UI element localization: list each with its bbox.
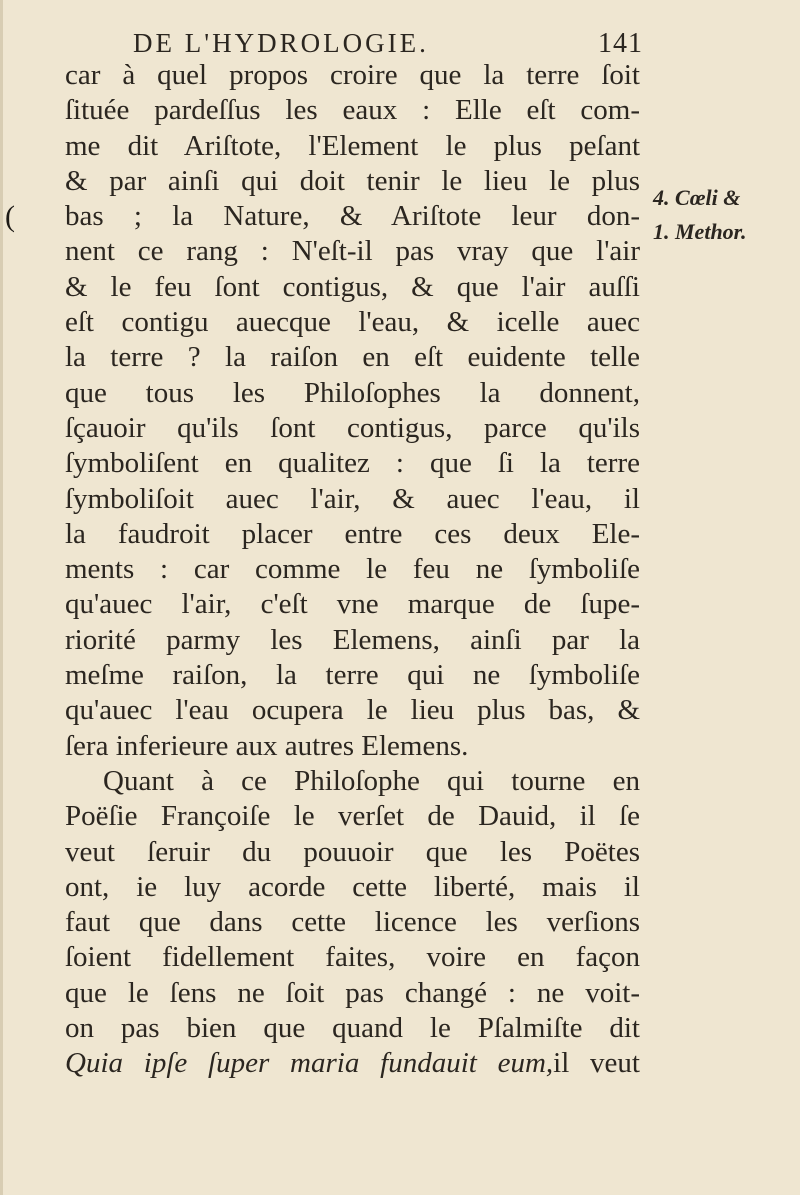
page-number: 141 xyxy=(598,28,643,59)
paragraph-start-line: Quant à ce Philoſophe qui tourne en xyxy=(103,764,640,797)
text-line: eſt contigu auecque l'eau, & icelle auec xyxy=(65,306,640,339)
margin-note-2: 1. Methor. xyxy=(653,219,747,244)
text-line: on pas bien que quand le Pſalmiſte dit xyxy=(65,1012,640,1045)
text-line: ſçauoir qu'ils ſont contigus, parce qu'ils xyxy=(65,411,640,444)
text-line: ſituée pardeſſus les eaux : Elle eſt com- xyxy=(65,94,640,127)
text-line: ments : car comme le feu ne ſymboliſe xyxy=(65,553,640,586)
text-line: qu'auec l'air, c'eſt vne marque de ſupe- xyxy=(65,588,640,621)
body-text xyxy=(65,58,640,1082)
text-line: car à quel propos croire que la terre ſoit xyxy=(65,59,640,91)
text-line: ſoient fidellement faites, voire en façon xyxy=(65,941,640,974)
text-line: nent ce rang : N'eſt-il pas vray que l'air xyxy=(65,235,640,268)
text-line: veut ſeruir du pouuoir que les Poëtes xyxy=(65,835,640,868)
text-line: & le feu ſont contigus, & que l'air auſſi xyxy=(65,270,640,303)
text-line: ſymboliſoit auec l'air, & auec l'eau, il xyxy=(65,482,640,515)
text-line: qu'auec l'eau ocupera le lieu plus bas, & xyxy=(65,694,640,727)
margin-note-1: 4. Cœli & xyxy=(653,185,741,210)
text-line: que tous les Philoſophes la donnent, xyxy=(65,376,640,409)
text-line: Poëſie Françoiſe le verſet de Dauid, il ſe xyxy=(65,800,640,833)
last-line-rest: il veut xyxy=(553,1047,640,1080)
text-line: ſymboliſent en qualitez : que ſi la terre xyxy=(65,447,640,480)
edge-mark: ( xyxy=(5,200,15,233)
text-line: riorité parmy les Elemens, ainſi par la xyxy=(65,623,640,656)
text-line: bas ; la Nature, & Ariſtote leur don- xyxy=(65,200,640,233)
text-line: & par ainſi qui doit tenir le lieu le plus xyxy=(65,164,640,197)
text-line: faut que dans cette licence les verſions xyxy=(65,906,640,939)
paragraph-end-line: ſera inferieure aux autres Elemens. xyxy=(65,729,469,762)
latin-quote: Quia ipſe ſuper maria fundauit eum, xyxy=(65,1047,554,1080)
text-line: que le ſens ne ſoit pas changé : ne voit- xyxy=(65,976,640,1009)
last-line xyxy=(65,1046,640,1081)
text-line: ont, ie luy acorde cette liberté, mais il xyxy=(65,870,640,903)
text-line: meſme raiſon, la terre qui ne ſymboliſe xyxy=(65,659,640,692)
running-title: DE L'HYDROLOGIE. xyxy=(133,28,429,58)
text-line: me dit Ariſtote, l'Element le plus peſant xyxy=(65,129,640,162)
text-line: la faudroit placer entre ces deux Ele- xyxy=(65,517,640,550)
text-line: la terre ? la raiſon en eſt euidente telle xyxy=(65,341,640,374)
